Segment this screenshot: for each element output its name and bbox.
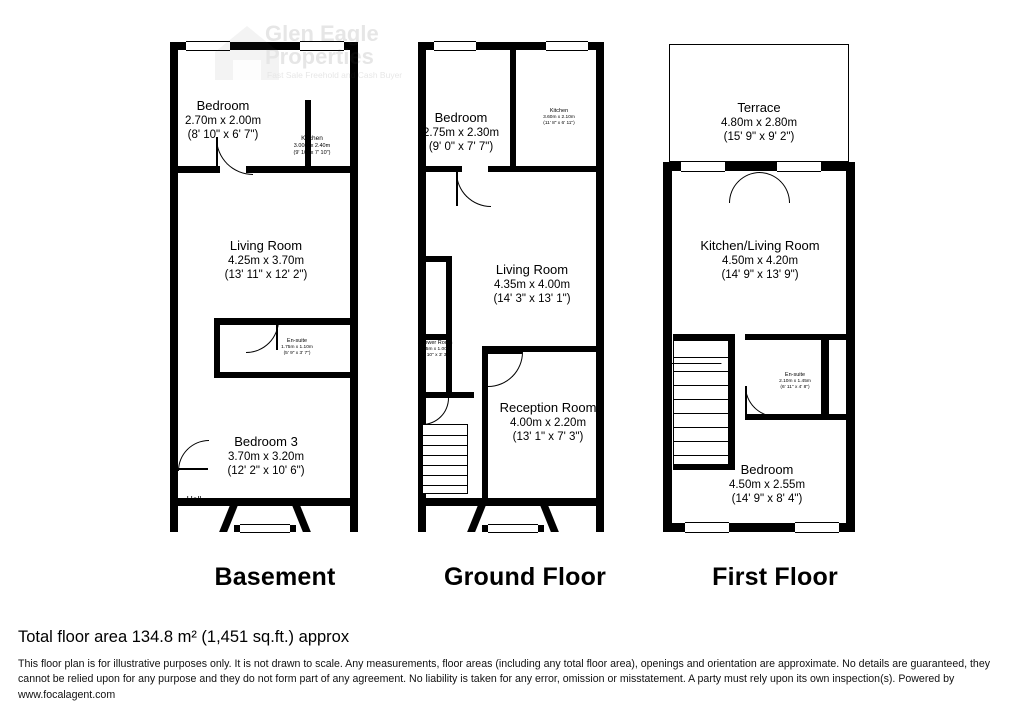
- room-label-basement-kitchen: Kitchen 3.00m x 2.40m (9' 10" x 7' 10"): [293, 135, 331, 156]
- ground-wall-bottom: [418, 498, 604, 506]
- room-label-basement-hall: Hall: [186, 494, 202, 504]
- first-wall-left: [663, 162, 672, 532]
- floor-title-ground: Ground Floor: [443, 563, 607, 591]
- basement-window-top-1: [186, 41, 230, 51]
- first-doorleaf-ensuite: [745, 386, 747, 416]
- floor-title-basement: Basement: [214, 563, 336, 591]
- first-wall-stairs-right: [729, 340, 735, 468]
- room-label-basement-bedroom: Bedroom 2.70m x 2.00m (8' 10" x 6' 7"): [184, 98, 262, 141]
- ground-window-top-1: [434, 41, 476, 51]
- ground-wall-corridor-right: [446, 256, 452, 398]
- disclaimer-text: This floor plan is for illustrative purposes only. It is not drawn to scale. Any measurements, floor areas (including any total floor area), openings and orientation are approximate. No details are guaranteed, they cannot be relied upon for any purpose and they do not form part of any agreement. No liability is taken for any error, omission or misstatement. A party must rely upon its own inspection(s). Powered by www.focalagent.com: [18, 658, 991, 701]
- room-label-basement-bedroom3: Bedroom 3 3.70m x 3.20m (12' 2" x 10' 6"): [227, 434, 305, 477]
- floor-basement: [150, 0, 403, 610]
- floor-first: [645, 0, 905, 610]
- basement-wall-internal-1: [170, 166, 220, 173]
- room-label-first-bedroom: Bedroom 4.50m x 2.55m (14' 9" x 8' 4"): [728, 462, 806, 505]
- watermark-line1: Glen Eagle: [265, 21, 379, 46]
- footer: [18, 628, 1008, 703]
- basement-wall-ensuite-left: [214, 318, 220, 378]
- ground-wall-kitchen-bottom: [510, 166, 604, 172]
- basement-door-bedroom: [216, 138, 253, 175]
- first-door-terrace-right: [759, 172, 790, 203]
- ground-bay-window: [488, 524, 538, 533]
- room-label-basement-ensuite: En-suite 1.75m x 1.10m (5' 9" x 3' 7"): [281, 338, 313, 356]
- first-door-terrace-left: [729, 172, 760, 203]
- total-floor-area: Total floor area 134.8 m² (1,451 sq.ft.) approx: [18, 628, 350, 646]
- ground-door-stairs: [422, 398, 449, 425]
- first-wall-stairs-top: [673, 334, 735, 340]
- first-wall-ensuite-top: [745, 334, 855, 340]
- ground-door-reception: [488, 352, 523, 387]
- ground-stairs: [422, 424, 468, 494]
- ground-doorleaf-reception: [488, 352, 522, 354]
- first-window-bottom-2: [795, 522, 839, 533]
- basement-bay-window: [240, 524, 290, 533]
- first-window-bottom-1: [685, 522, 729, 533]
- room-label-first-kitchen-living: Kitchen/Living Room 4.50m x 4.20m (14' 9" x 13' 9"): [700, 238, 820, 281]
- basement-wall-right: [350, 42, 358, 532]
- watermark-tagline: Fast Sale Freehold and Cash Buyer: [267, 70, 403, 80]
- room-label-ground-kitchen: Kitchen 3.60m x 2.10m (11' 8" x 6' 11"): [543, 108, 575, 126]
- ground-window-top-2: [546, 41, 588, 51]
- first-window-top-1: [681, 161, 725, 172]
- basement-window-top-2: [300, 41, 344, 51]
- ground-wall-bedroom-2: [488, 166, 512, 172]
- basement-wall-ensuite-bottom: [214, 372, 358, 378]
- first-window-top-2: [777, 161, 821, 172]
- first-wall-ensuite-bottom: [745, 414, 855, 420]
- room-label-first-terrace: Terrace 4.80m x 2.80m (15' 9" x 9' 2"): [720, 100, 798, 143]
- room-label-ground-bedroom: Bedroom 2.75m x 2.30m (9' 0" x 7' 7"): [422, 110, 500, 153]
- first-wall-right: [846, 162, 855, 532]
- room-label-ground-living: Living Room 4.35m x 4.00m (14' 3" x 13' 1"): [493, 262, 571, 305]
- ground-doorleaf-bedroom: [456, 172, 458, 206]
- floor-title-first: First Floor: [712, 563, 838, 591]
- ground-door-bedroom: [456, 172, 491, 207]
- watermark-line2: Properties: [265, 44, 374, 70]
- room-label-ground-shower: Shower Room 1.85m x 1.00m (6' 10" x 3' 3"): [417, 340, 453, 358]
- ground-wall-corridor-top: [418, 256, 452, 262]
- floor-ground: [400, 0, 650, 610]
- room-label-ground-reception: Reception Room 4.00m x 2.20m (13' 1" x 7' 3"): [499, 400, 597, 443]
- room-label-first-ensuite: En-suite 2.10m x 1.45m (6' 11" x 4' 8"): [779, 372, 811, 390]
- basement-wall-internal-3: [214, 318, 358, 325]
- basement-wall-internal-2: [246, 166, 358, 173]
- room-label-basement-living: Living Room 4.25m x 3.70m (13' 11" x 12' 2"): [224, 238, 308, 281]
